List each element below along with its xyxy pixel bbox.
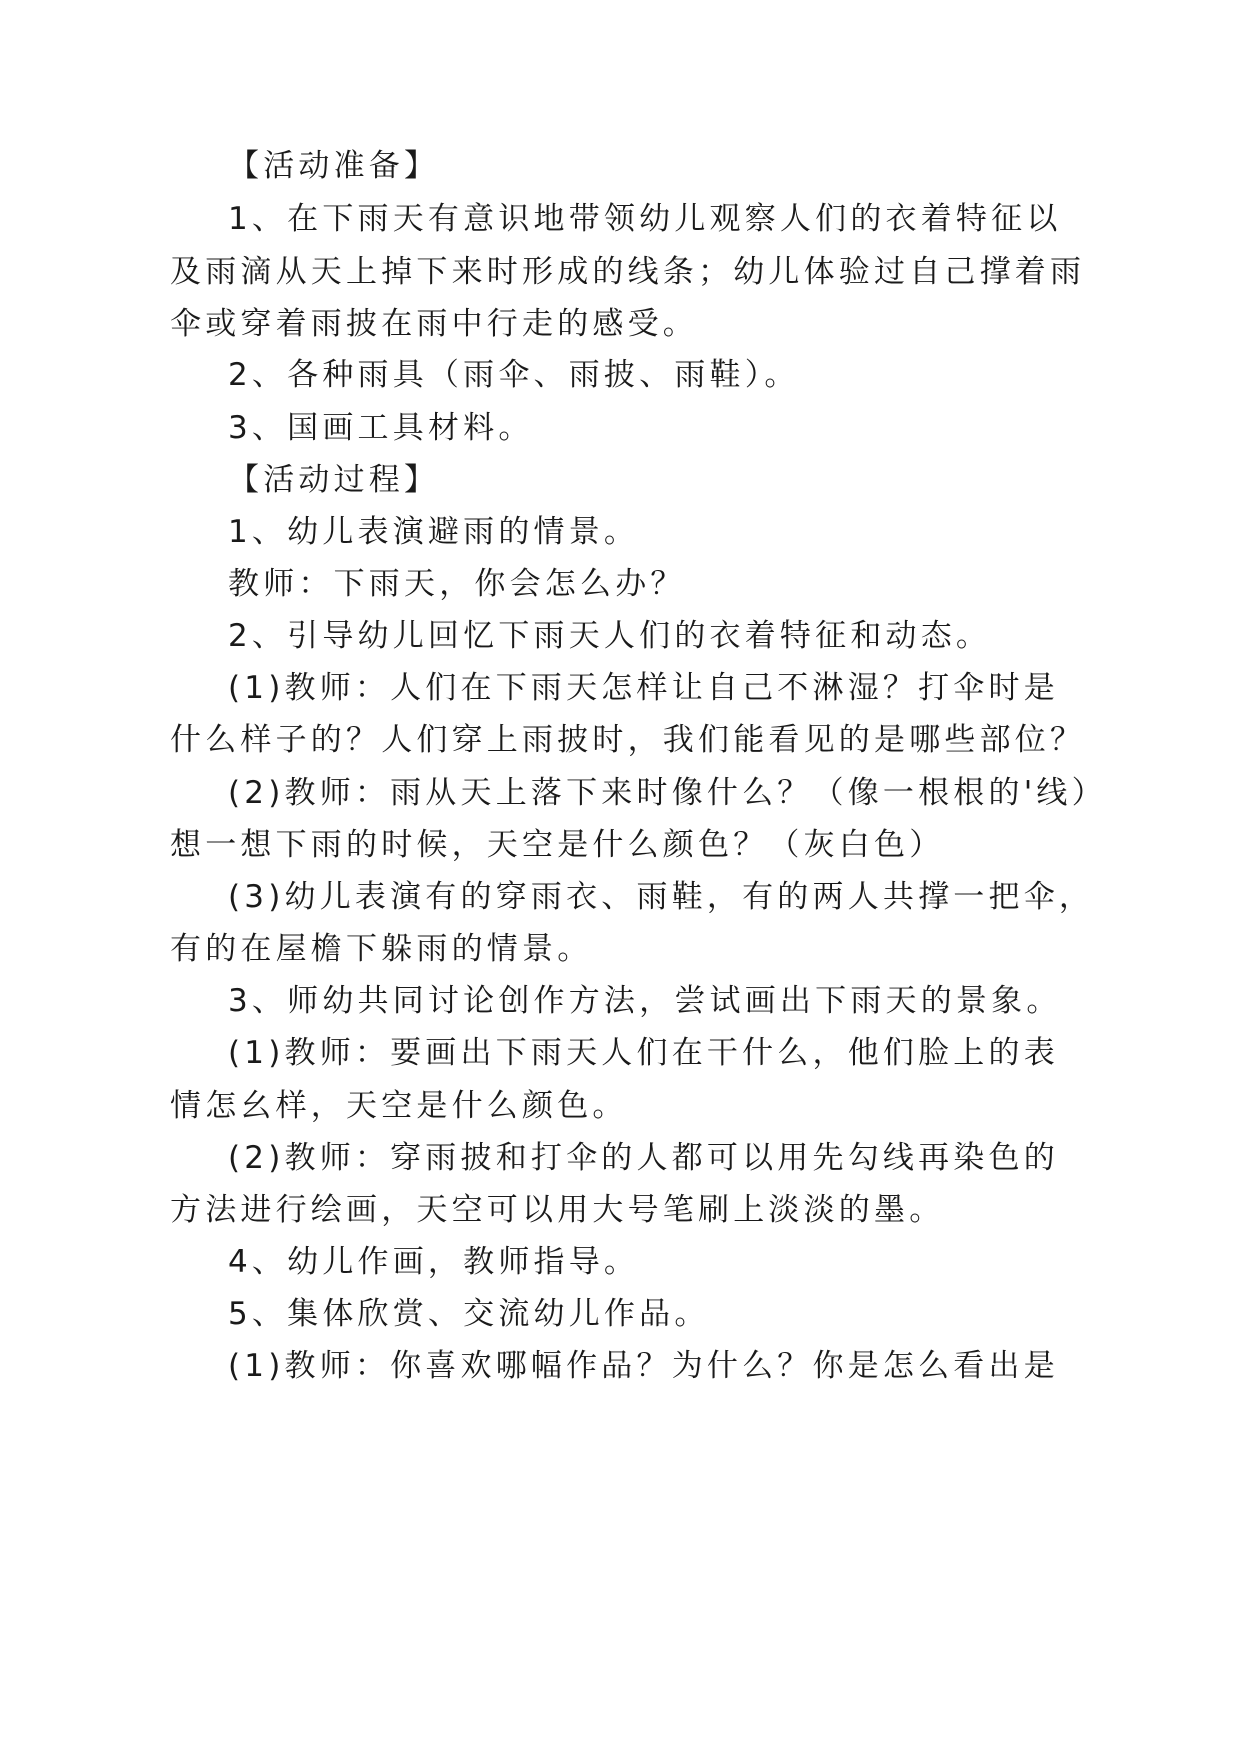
text-line: 情怎幺样，天空是什么颜色。	[170, 1088, 628, 1124]
text-line: (1)教师：人们在下雨天怎样让自己不淋湿？打伞时是	[228, 670, 1059, 706]
text-line: 2、引导幼儿回忆下雨天人们的衣着特征和动态。	[228, 618, 992, 654]
text-line: 什么样子的？人们穿上雨披时，我们能看见的是哪些部位？	[170, 722, 1086, 758]
text-line: 3、师幼共同讨论创作方法，尝试画出下雨天的景象。	[228, 983, 1062, 1019]
section-heading-process: 【活动过程】	[228, 462, 440, 498]
text-line: 伞或穿着雨披在雨中行走的感受。	[170, 306, 698, 342]
text-line: 3、国画工具材料。	[228, 410, 534, 446]
text-line: (3)幼儿表演有的穿雨衣、雨鞋，有的两人共撑一把伞，	[228, 879, 1095, 915]
text-line: 2、各种雨具（雨伞、雨披、雨鞋）。	[228, 357, 800, 393]
text-line: (1)教师：你喜欢哪幅作品？为什么？你是怎么看出是	[228, 1348, 1059, 1384]
text-line: 有的在屋檐下躲雨的情景。	[170, 931, 593, 967]
text-line: 教师：下雨天，你会怎么办？	[228, 566, 686, 602]
text-line: 4、幼儿作画，教师指导。	[228, 1244, 640, 1280]
text-line: (2)教师：雨从天上落下来时像什么？（像一根根的'线）	[228, 775, 1107, 811]
text-line: (2)教师：穿雨披和打伞的人都可以用先勾线再染色的	[228, 1140, 1059, 1176]
section-heading-preparation: 【活动准备】	[228, 148, 440, 184]
text-line: 方法进行绘画，天空可以用大号笔刷上淡淡的墨。	[170, 1192, 945, 1228]
text-line: (1)教师：要画出下雨天人们在干什么，他们脸上的表	[228, 1035, 1059, 1071]
text-line: 想一想下雨的时候，天空是什么颜色？（灰白色）	[170, 827, 945, 863]
text-line: 及雨滴从天上掉下来时形成的线条；幼儿体验过自己撑着雨	[170, 254, 1086, 290]
text-line: 1、幼儿表演避雨的情景。	[228, 514, 640, 550]
text-line: 5、集体欣赏、交流幼儿作品。	[228, 1296, 710, 1332]
text-line: 1、在下雨天有意识地带领幼儿观察人们的衣着特征以	[228, 201, 1062, 237]
